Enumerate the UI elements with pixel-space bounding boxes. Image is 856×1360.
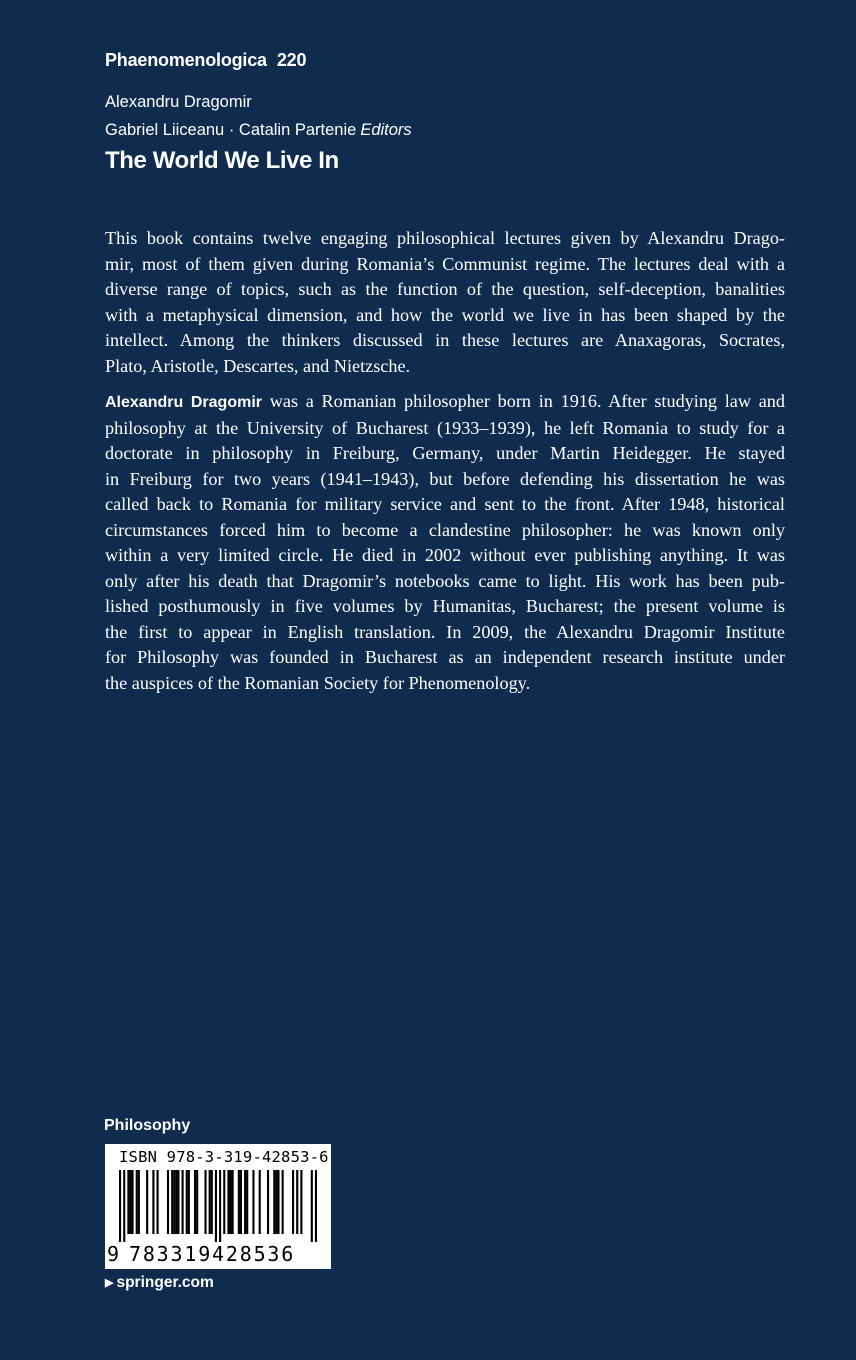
barcode-bar: [175, 1170, 177, 1234]
barcode-bar: [223, 1170, 225, 1234]
editor-names: Gabriel Liiceanu · Catalin Partenie: [105, 121, 357, 139]
barcode-bar: [204, 1170, 206, 1234]
barcode-bar: [273, 1170, 275, 1234]
author-name: Alexandru Dragomir: [105, 93, 252, 111]
blurb-line: This book contains twelve engaging philosophical lectures given by Alexandru Drago-: [105, 228, 785, 248]
isbn-number: ISBN 978-3-319-42853-6: [119, 1148, 329, 1166]
bio-line: called back to Romania for military service and sent to the front. After 1948, historical: [105, 494, 785, 514]
bio-line: in Freiburg for two years (1941–1943), but before defending his dissertation he was: [105, 468, 785, 489]
book-title: The World We Live In: [105, 147, 339, 174]
barcode-bar: [138, 1170, 140, 1234]
barcode-bar: [238, 1170, 240, 1234]
blurb-line: mir, most of them given during Romania’s Communist regime. The lectures deal with a: [105, 253, 785, 274]
series-line: [105, 50, 306, 71]
bio-line: the auspices of the Romanian Society for Phenomenology.: [105, 672, 531, 693]
series-number: 220: [276, 50, 307, 70]
barcode-bar: [267, 1170, 269, 1234]
publisher-link[interactable]: [105, 1274, 214, 1292]
barcode-bar: [240, 1170, 242, 1234]
blurb-line: with a metaphysical dimension, and how the world we live in has been shaped by the: [105, 304, 785, 325]
barcode-bar: [146, 1170, 148, 1234]
description-paragraph: [105, 226, 785, 379]
editors-role: Editors: [360, 121, 412, 139]
barcode-bar: [244, 1170, 246, 1234]
editors-line: [105, 121, 412, 140]
bio-author-name: Alexandru Dragomir: [105, 394, 262, 411]
barcode-bar: [300, 1170, 302, 1234]
barcode-bars: [119, 1170, 317, 1242]
bio-line: circumstances forced him to become a clandestine philosopher: he was known only: [105, 519, 785, 540]
barcode-bar: [194, 1170, 196, 1234]
barcode-bar: [215, 1170, 217, 1242]
publisher-url: springer.com: [116, 1274, 214, 1291]
barcode-bar: [246, 1170, 248, 1234]
barcode-bar: [227, 1170, 229, 1234]
author-bio-paragraph: [105, 389, 785, 696]
barcode-bar: [275, 1170, 277, 1234]
barcode-bar: [196, 1170, 198, 1234]
barcode-bar: [136, 1170, 138, 1234]
barcode-bar: [123, 1170, 125, 1242]
barcode-bar: [152, 1170, 154, 1234]
barcode-bar: [129, 1170, 131, 1234]
barcode-bar: [173, 1170, 175, 1234]
barcode-bar: [292, 1170, 294, 1234]
bio-line: lished posthumously in five volumes by Humanitas, Bucharest; the present volume is: [105, 596, 785, 616]
barcode-bar: [232, 1170, 234, 1234]
isbn-barcode: [105, 1144, 331, 1269]
bio-line: within a very limited circle. He died in 2002 without ever publishing anything. It was: [105, 545, 785, 565]
barcode-bar: [177, 1170, 179, 1234]
barcode-bar: [182, 1170, 184, 1234]
bio-line: Alexandru Dragomir was a Romanian philosopher born in 1916. After studying law and: [105, 391, 785, 411]
blurb-line: diverse range of topics, such as the function of the question, self-deception, banalities: [105, 279, 785, 299]
ean-lead-digit: 9: [107, 1242, 121, 1266]
barcode-bar: [186, 1170, 188, 1234]
barcode-bar: [229, 1170, 231, 1234]
bio-line: doctorate in philosophy in Freiburg, Germany, under Martin Heidegger. He stayed: [105, 443, 785, 463]
back-cover-blurb: [105, 226, 785, 696]
barcode-bar: [188, 1170, 190, 1234]
barcode-bar: [157, 1170, 159, 1234]
subject-category: Philosophy: [104, 1117, 191, 1134]
barcode-bar: [282, 1170, 284, 1234]
barcode-bar: [311, 1170, 313, 1242]
barcode-bar: [252, 1170, 254, 1234]
barcode-bar: [127, 1170, 129, 1234]
barcode-bar: [209, 1170, 211, 1234]
barcode-bar: [219, 1170, 221, 1242]
barcode-bar: [119, 1170, 121, 1242]
barcode-bar: [211, 1170, 213, 1234]
barcode-bar: [259, 1170, 261, 1234]
barcode-bar: [132, 1170, 134, 1234]
bio-line: the first to appear in English translation. In 2009, the Alexandru Dragomir Institute: [105, 621, 785, 642]
barcode-bar: [167, 1170, 169, 1234]
blurb-line: intellect. Among the thinkers discussed in these lectures are Anaxagoras, Socrates,: [105, 330, 785, 350]
blurb-line: Plato, Aristotle, Descartes, and Nietzsche.: [105, 355, 411, 376]
bio-line: for Philosophy was founded in Bucharest as an independent research institute under: [105, 647, 785, 667]
barcode-bar: [171, 1170, 173, 1234]
ean-rest-digits: 783319428536: [129, 1242, 296, 1266]
barcode-bar: [277, 1170, 279, 1234]
series-name: Phaenomenologica: [105, 50, 267, 70]
bio-line: philosophy at the University of Bucharest (1933–1939), he left Romania to study for a: [105, 417, 785, 438]
bio-line: only after his death that Dragomir’s notebooks came to light. His work has been pub-: [105, 570, 785, 591]
triangle-right-icon: ▶: [105, 1277, 114, 1289]
barcode-bar: [296, 1170, 298, 1234]
barcode-bar: [315, 1170, 317, 1242]
